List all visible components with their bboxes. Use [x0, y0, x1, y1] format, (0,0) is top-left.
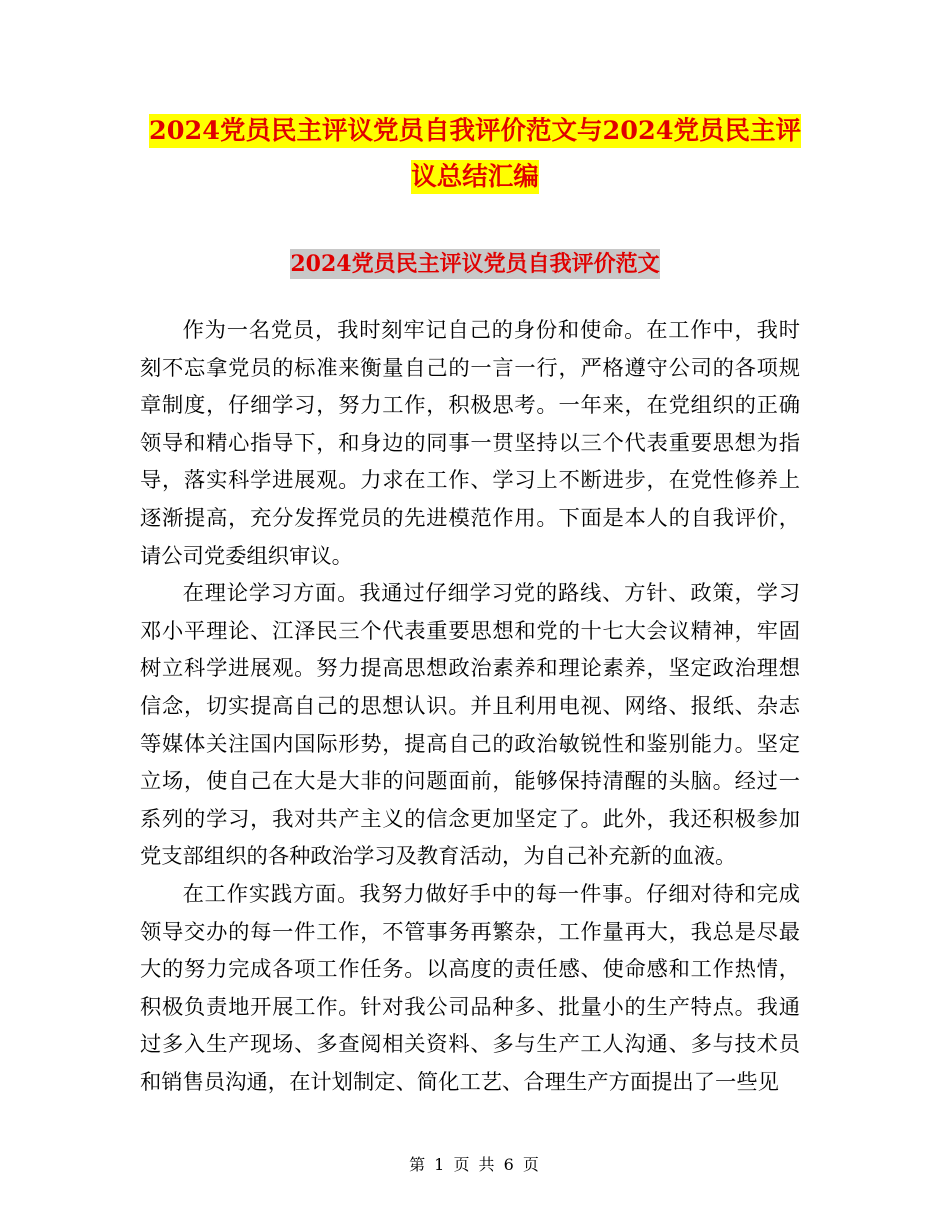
document-title — [140, 108, 810, 200]
paragraph: 作为一名党员，我时刻牢记自己的身份和使命。在工作中，我时刻不忘拿党员的标准来衡量自己的一言一行，严格遵守公司的各项规章制度，仔细学习，努力工作，积极思考。一年来，在党组织的正确领导和精心指导下，和身边的同事一贯坚持以三个代表重要思想为指导，落实科学进展观。力求在工作、学习上不断进步，在党性修养上逐渐提高，充分发挥党员的先进模范作用。下面是本人的自我评价，请公司党委组织审议。 — [140, 318, 800, 569]
body-text — [140, 312, 800, 1101]
paragraph: 在工作实践方面。我努力做好手中的每一件事。仔细对待和完成领导交办的每一件工作，不管事务再繁杂，工作量再大，我总是尽最大的努力完成各项工作任务。以高度的责任感、使命感和工作热情，积极负责地开展工作。针对我公司品种多、批量小的生产特点。我通过多入生产现场、多查阅相关资料、多与生产工人沟通、多与技术员和销售员沟通，在计划制定、简化工艺、合理生产方面提出了一些见 — [140, 881, 800, 1095]
document-title-text: 2024党员民主评议党员自我评价范文与2024党员民主评议总结汇编 — [149, 116, 801, 192]
page-footer: 第 1 页 共 6 页 — [409, 1155, 541, 1174]
section-heading-text: 2024党员民主评议党员自我评价范文 — [290, 251, 660, 277]
section-heading — [140, 244, 810, 284]
paragraph: 在理论学习方面。我通过仔细学习党的路线、方针、政策，学习邓小平理论、江泽民三个代表重要思想和党的十七大会议精神，牢固树立科学进展观。努力提高思想政治素养和理论素养，坚定政治理想信念，切实提高自己的思想认识。并且利用电视、网络、报纸、杂志等媒体关注国内国际形势，提高自己的政治敏锐性和鉴别能力。坚定立场，使自己在大是大非的问题面前，能够保持清醒的头脑。经过一系列的学习，我对共产主义的信念更加坚定了。此外，我还积极参加党支部组织的各种政治学习及教育活动，为自己补充新的血液。 — [140, 581, 800, 870]
